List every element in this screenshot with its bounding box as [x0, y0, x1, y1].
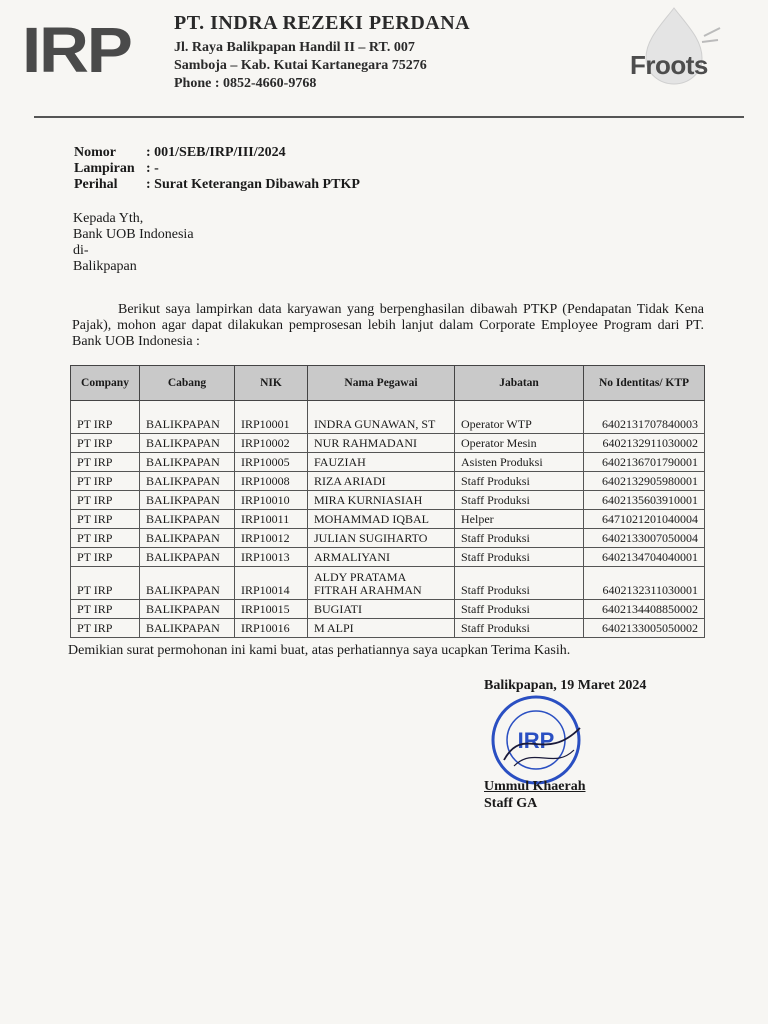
cell-jabatan: Operator Mesin	[455, 434, 584, 453]
header-company: Company	[71, 366, 140, 401]
cell-nik: IRP10010	[235, 491, 308, 510]
intro-text: Berikut saya lampirkan data karyawan yang berpenghasilan dibawah PTKP (Pendapatan Tidak Kena Pajak), mohon agar dapat dilakukan pemprosesan lebih lanjut dalam Corporate Employee Program dari PT. Bank UOB Indonesia :	[72, 302, 704, 349]
cell-jabatan: Staff Produksi	[455, 529, 584, 548]
cell-nama: BUGIATI	[308, 600, 455, 619]
table-row	[71, 600, 705, 619]
cell-cabang: BALIKPAPAN	[140, 510, 235, 529]
cell-cabang: BALIKPAPAN	[140, 567, 235, 600]
recipient-block	[73, 211, 194, 275]
recipient-line-1: Kepada Yth,	[73, 211, 144, 226]
cell-company: PT IRP	[71, 491, 140, 510]
cell-nik: IRP10014	[235, 567, 308, 600]
cell-nik: IRP10012	[235, 529, 308, 548]
irp-logo: IRP	[22, 14, 131, 86]
recipient-line-4: Balikpapan	[73, 259, 137, 274]
cell-ktp: 6402132905980001	[584, 472, 705, 491]
table-row	[71, 529, 705, 548]
cell-company: PT IRP	[71, 510, 140, 529]
closing-sentence: Demikian surat permohonan ini kami buat, atas perhatiannya saya ucapkan Terima Kasih.	[68, 643, 571, 658]
cell-jabatan: Asisten Produksi	[455, 453, 584, 472]
cell-cabang: BALIKPAPAN	[140, 529, 235, 548]
company-name: PT. INDRA REZEKI PERDANA	[174, 12, 471, 34]
cell-nama: MOHAMMAD IQBAL	[308, 510, 455, 529]
cell-nik: IRP10015	[235, 600, 308, 619]
table-row	[71, 619, 705, 638]
nomor-value: : 001/SEB/IRP/III/2024	[146, 145, 286, 160]
cell-jabatan: Staff Produksi	[455, 548, 584, 567]
lampiran-value: : -	[146, 161, 159, 176]
phone-line: Phone : 0852-4660-9768	[174, 76, 317, 91]
cell-nik: IRP10008	[235, 472, 308, 491]
cell-jabatan: Staff Produksi	[455, 600, 584, 619]
cell-cabang: BALIKPAPAN	[140, 600, 235, 619]
cell-cabang: BALIKPAPAN	[140, 619, 235, 638]
cell-cabang: BALIKPAPAN	[140, 491, 235, 510]
address-line-1: Jl. Raya Balikpapan Handil II – RT. 007	[174, 40, 415, 55]
cell-company: PT IRP	[71, 600, 140, 619]
header-jabatan: Jabatan	[455, 366, 584, 401]
recipient-line-3: di-	[73, 243, 89, 258]
header-nama-pegawai: Nama Pegawai	[308, 366, 455, 401]
lampiran-label: Lampiran	[74, 161, 135, 176]
cell-nama: FAUZIAH	[308, 453, 455, 472]
cell-ktp: 6471021201040004	[584, 510, 705, 529]
meta-lampiran	[74, 161, 360, 177]
signer-title: Staff GA	[484, 796, 538, 811]
froots-logo-text: Froots	[630, 50, 708, 80]
cell-nama: ALDY PRATAMA FITRAH ARAHMAN	[308, 567, 455, 600]
cell-company: PT IRP	[71, 529, 140, 548]
cell-nama: NUR RAHMADANI	[308, 434, 455, 453]
cell-nik: IRP10002	[235, 434, 308, 453]
cell-company: PT IRP	[71, 548, 140, 567]
signature-place-date: Balikpapan, 19 Maret 2024	[484, 678, 647, 693]
cell-company: PT IRP	[71, 619, 140, 638]
table-row	[71, 548, 705, 567]
table-row	[71, 453, 705, 472]
cell-ktp: 6402134408850002	[584, 600, 705, 619]
cell-jabatan: Staff Produksi	[455, 472, 584, 491]
cell-ktp: 6402134704040001	[584, 548, 705, 567]
cell-ktp: 6402133007050004	[584, 529, 705, 548]
table-row	[71, 434, 705, 453]
cell-nik: IRP10001	[235, 401, 308, 434]
meta-perihal	[74, 177, 360, 193]
cell-jabatan: Staff Produksi	[455, 619, 584, 638]
cell-nama: ARMALIYANI	[308, 548, 455, 567]
address-line-2: Samboja – Kab. Kutai Kartanegara 75276	[174, 58, 427, 73]
nomor-label: Nomor	[74, 145, 116, 160]
cell-ktp: 6402133005050002	[584, 619, 705, 638]
employee-table	[70, 365, 705, 638]
cell-jabatan: Staff Produksi	[455, 491, 584, 510]
company-stamp-seal	[484, 694, 594, 786]
cell-nik: IRP10005	[235, 453, 308, 472]
cell-cabang: BALIKPAPAN	[140, 548, 235, 567]
cell-jabatan: Staff Produksi	[455, 567, 584, 600]
cell-company: PT IRP	[71, 567, 140, 600]
cell-ktp: 6402131707840003	[584, 401, 705, 434]
meta-nomor	[74, 145, 360, 161]
cell-ktp: 6402132911030002	[584, 434, 705, 453]
cell-cabang: BALIKPAPAN	[140, 434, 235, 453]
table-header-row	[71, 366, 705, 401]
intro-paragraph	[72, 302, 704, 350]
cell-cabang: BALIKPAPAN	[140, 453, 235, 472]
recipient-line-2: Bank UOB Indonesia	[73, 227, 194, 242]
froots-logo	[616, 6, 726, 86]
cell-jabatan: Operator WTP	[455, 401, 584, 434]
cell-cabang: BALIKPAPAN	[140, 401, 235, 434]
header-no-identitas: No Identitas/ KTP	[584, 366, 705, 401]
cell-company: PT IRP	[71, 434, 140, 453]
table-row	[71, 401, 705, 434]
cell-cabang: BALIKPAPAN	[140, 472, 235, 491]
perihal-value: : Surat Keterangan Dibawah PTKP	[146, 177, 360, 192]
perihal-label: Perihal	[74, 177, 118, 192]
cell-company: PT IRP	[71, 401, 140, 434]
cell-nama: RIZA ARIADI	[308, 472, 455, 491]
header-nik: NIK	[235, 366, 308, 401]
letterhead-company-block	[174, 12, 470, 93]
cell-nik: IRP10016	[235, 619, 308, 638]
cell-nik: IRP10013	[235, 548, 308, 567]
cell-jabatan: Helper	[455, 510, 584, 529]
cell-nik: IRP10011	[235, 510, 308, 529]
table-body	[71, 401, 705, 638]
letter-meta	[74, 145, 360, 193]
cell-nama: M ALPI	[308, 619, 455, 638]
cell-nama: JULIAN SUGIHARTO	[308, 529, 455, 548]
cell-company: PT IRP	[71, 453, 140, 472]
cell-company: PT IRP	[71, 472, 140, 491]
svg-text:IRP: IRP	[517, 728, 555, 753]
header-divider	[34, 116, 744, 118]
header-cabang: Cabang	[140, 366, 235, 401]
table-row	[71, 472, 705, 491]
cell-nama: INDRA GUNAWAN, ST	[308, 401, 455, 434]
signer-name: Ummul Khaerah	[484, 779, 586, 794]
table-row	[71, 567, 705, 600]
cell-nama: MIRA KURNIASIAH	[308, 491, 455, 510]
table-row	[71, 510, 705, 529]
cell-ktp: 6402132311030001	[584, 567, 705, 600]
company-stamp	[484, 694, 594, 786]
table-row	[71, 491, 705, 510]
cell-ktp: 6402135603910001	[584, 491, 705, 510]
cell-ktp: 6402136701790001	[584, 453, 705, 472]
